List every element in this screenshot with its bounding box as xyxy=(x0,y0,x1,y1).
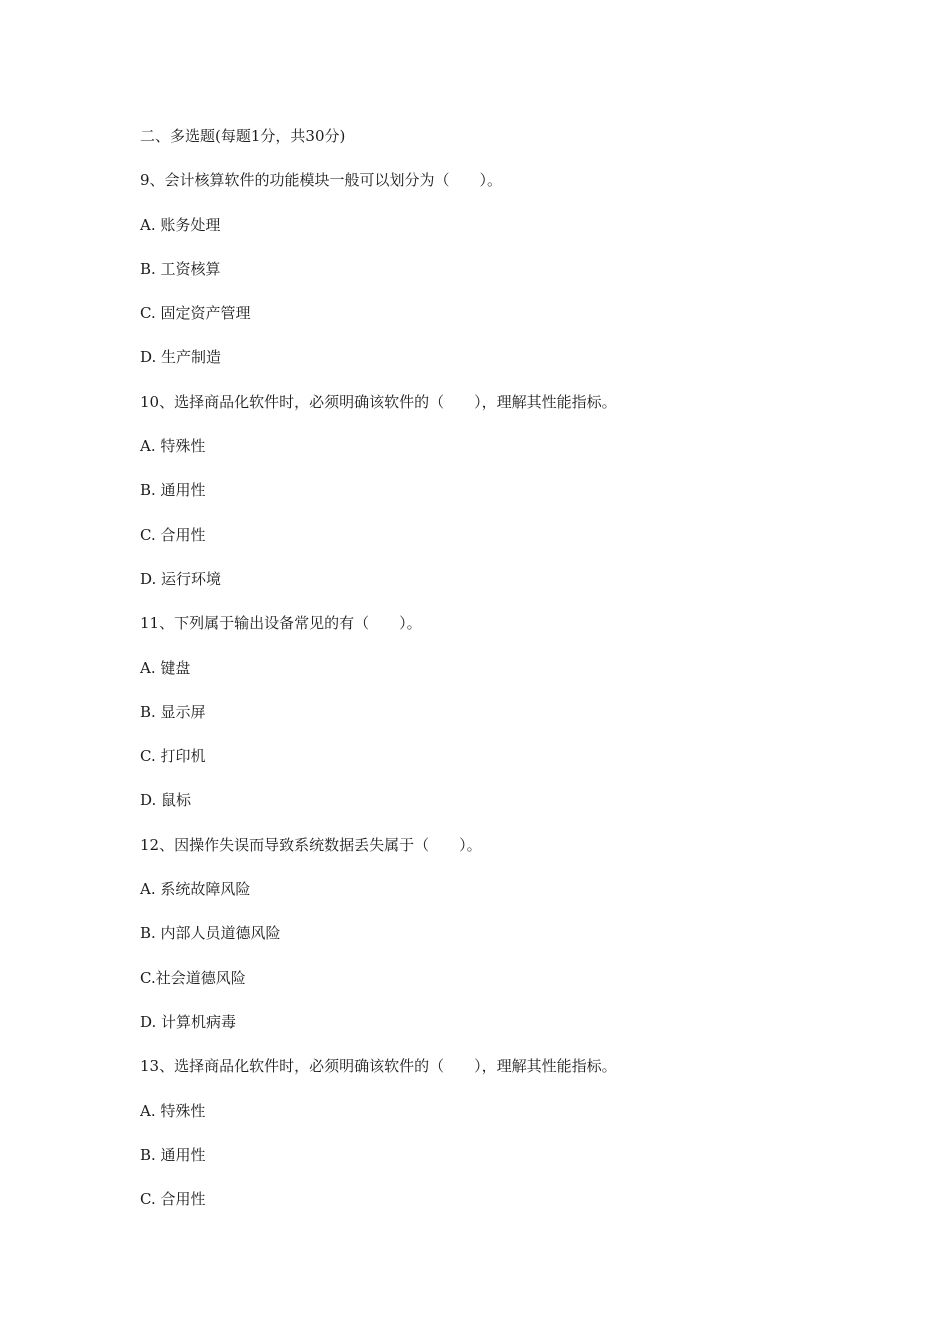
option-a: A. 账务处理 xyxy=(140,215,221,234)
question-12 xyxy=(140,833,840,1054)
option-b: B. 通用性 xyxy=(140,481,206,500)
option-d: D. 运行环境 xyxy=(140,569,222,588)
option-a: A. 键盘 xyxy=(140,658,191,677)
option-c: C. 合用性 xyxy=(140,1190,206,1209)
option-d: D. 计算机病毒 xyxy=(140,1012,237,1031)
question-11 xyxy=(140,611,840,832)
question-stem: 9、会计核算软件的功能模块一般可以划分为（ ）。 xyxy=(140,171,503,190)
option-a: A. 特殊性 xyxy=(140,1101,206,1120)
option-c: C. 打印机 xyxy=(140,747,206,766)
question-stem: 13、选择商品化软件时，必须明确该软件的（ ），理解其性能指标。 xyxy=(140,1057,617,1076)
section-heading: 二、多选题(每题1分，共30分) xyxy=(140,127,346,145)
option-c: C. 合用性 xyxy=(140,525,206,544)
option-d: D. 生产制造 xyxy=(140,348,222,367)
option-b: B. 内部人员道德风险 xyxy=(140,924,281,943)
option-b: B. 通用性 xyxy=(140,1145,206,1164)
question-stem: 12、因操作失误而导致系统数据丢失属于（ ）。 xyxy=(140,835,482,854)
option-c: C.社会道德风险 xyxy=(140,968,246,987)
question-9 xyxy=(140,168,840,389)
option-d: D. 鼠标 xyxy=(140,791,192,810)
option-c: C. 固定资产管理 xyxy=(140,304,251,323)
question-10 xyxy=(140,390,840,611)
option-b: B. 工资核算 xyxy=(140,259,221,278)
option-b: B. 显示屏 xyxy=(140,702,206,721)
question-stem: 11、下列属于输出设备常见的有（ ）。 xyxy=(140,614,422,633)
option-a: A. 系统故障风险 xyxy=(140,880,251,899)
question-13 xyxy=(140,1054,840,1231)
option-a: A. 特殊性 xyxy=(140,437,206,456)
document-content xyxy=(140,124,840,1231)
question-stem: 10、选择商品化软件时，必须明确该软件的（ ），理解其性能指标。 xyxy=(140,392,617,411)
